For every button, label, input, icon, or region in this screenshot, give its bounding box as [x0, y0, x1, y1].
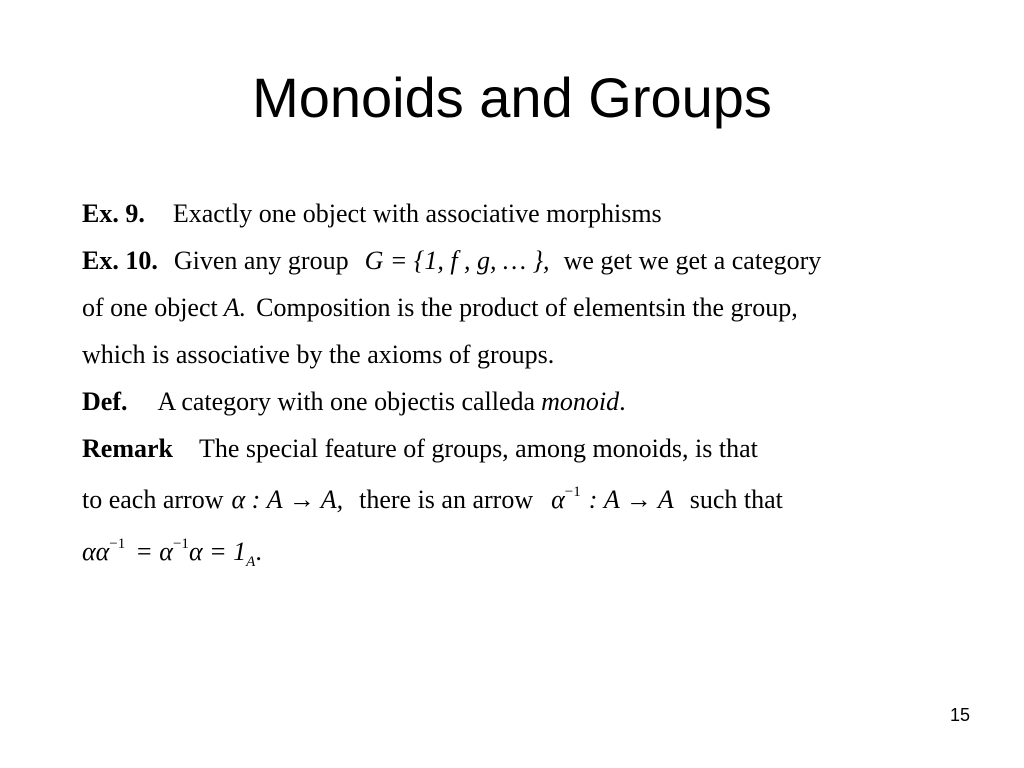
ex10-line-3	[82, 331, 982, 378]
ex9-label: Ex. 9.	[82, 199, 145, 228]
ex10-object-A: A.	[223, 293, 247, 322]
equation-sup-1: −1	[109, 536, 126, 552]
equation-sub-A: A	[246, 554, 256, 570]
ex10-label: Ex. 10.	[82, 246, 158, 275]
remark-inverse-base: α	[551, 485, 565, 514]
ex10-line2-b: Composition is the product of elementsin the group,	[256, 293, 798, 322]
ex10-after: we get we get a category	[563, 246, 822, 275]
slide-body	[82, 190, 982, 575]
equation-end: .	[255, 537, 262, 566]
remark-inverse-sup: −1	[564, 484, 581, 500]
ex9-text: Exactly one object with associative morphisms	[172, 199, 662, 228]
remark-equation-line	[82, 528, 982, 575]
ex10-line3: which is associative by the axioms of groups.	[82, 340, 555, 369]
equation-sup-2: −1	[172, 536, 189, 552]
def-end: .	[619, 387, 626, 416]
remark-line2-c: such that	[689, 485, 783, 514]
def-line	[82, 378, 982, 425]
page-number: 15	[949, 705, 970, 725]
ex10-intro: Given any group	[173, 246, 349, 275]
def-term-monoid: monoid	[541, 387, 620, 416]
remark-inverse-rest: : A → A	[588, 485, 674, 514]
remark-line-2	[82, 472, 982, 528]
def-label: Def.	[82, 387, 128, 416]
def-text: A category with one objectis calleda	[157, 387, 536, 416]
ex9-line	[82, 190, 982, 237]
slide-title: Monoids and Groups	[252, 66, 772, 129]
remark-arrow-expression: α : A → A,	[231, 485, 344, 514]
remark-label: Remark	[82, 434, 173, 463]
remark-line2-b: there is an arrow	[359, 485, 534, 514]
ex10-line-1	[82, 237, 982, 284]
ex10-line2-a: of one object	[82, 293, 218, 322]
equation-part-2: = α	[135, 537, 173, 566]
equation-part-1: αα	[82, 537, 110, 566]
ex10-group-expression: G = {1, f , g, … },	[364, 246, 550, 275]
equation-part-3: α = 1	[188, 537, 247, 566]
remark-line-1	[82, 425, 982, 472]
remark-line2-a: to each arrow	[82, 485, 224, 514]
remark-line1: The special feature of groups, among monoids, is that	[198, 434, 758, 463]
ex10-line-2	[82, 284, 982, 331]
